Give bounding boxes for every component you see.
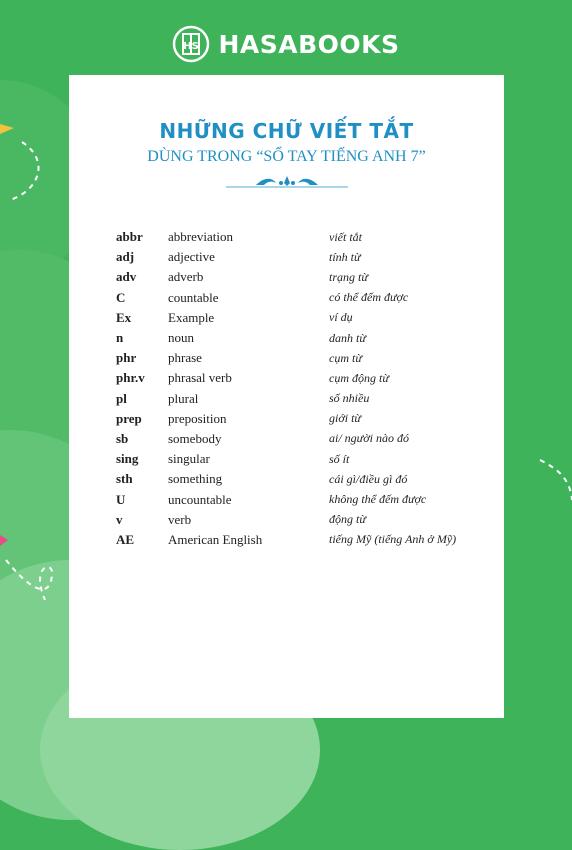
english-cell: somebody: [168, 430, 222, 446]
table-row: [116, 469, 496, 489]
abbr-cell: sth: [116, 471, 133, 487]
dashed-path: [540, 460, 572, 500]
english-cell: something: [168, 471, 223, 487]
english-cell: phrase: [168, 350, 202, 366]
english-cell: adverb: [168, 269, 204, 285]
vietnamese-cell: cụm từ: [329, 350, 362, 365]
abbr-cell: Ex: [116, 309, 132, 325]
vietnamese-cell: có thể đếm được: [329, 290, 409, 305]
brand-logo: [0, 22, 572, 66]
vietnamese-cell: cụm động từ: [329, 370, 389, 385]
abbr-cell: n: [116, 330, 124, 346]
page-subtitle: DÙNG TRONG “SỔ TAY TIẾNG ANH 7”: [147, 148, 426, 165]
table-row: [116, 267, 496, 287]
table-row: [116, 247, 496, 267]
vietnamese-cell: số ít: [329, 451, 350, 466]
abbreviations-page: [69, 75, 504, 718]
vietnamese-cell: giới từ: [329, 411, 361, 426]
vietnamese-cell: viết tắt: [329, 229, 362, 244]
table-row: [116, 368, 496, 388]
table-row: [116, 429, 496, 449]
table-row: [116, 348, 496, 368]
abbr-cell: adv: [116, 269, 137, 285]
english-cell: phrasal verb: [168, 370, 232, 386]
english-cell: Example: [168, 309, 215, 325]
abbr-cell: adj: [116, 249, 135, 265]
english-cell: American English: [168, 531, 263, 547]
vietnamese-cell: không thể đếm được: [329, 492, 427, 507]
english-cell: verb: [168, 511, 192, 527]
table-row: [116, 308, 496, 328]
svg-text:HS: HS: [183, 41, 200, 52]
page-title: NHỮNG CHỮ VIẾT TẮT: [159, 119, 414, 143]
english-cell: preposition: [168, 410, 227, 426]
table-row: [116, 389, 496, 409]
flourish-divider-icon: [226, 175, 348, 191]
abbr-cell: sing: [116, 451, 139, 467]
table-row: [116, 449, 496, 469]
vietnamese-cell: ai/ người nào đó: [329, 431, 409, 446]
vietnamese-cell: cái gì/điều gì đó: [329, 471, 408, 486]
vietnamese-cell: tính từ: [329, 249, 361, 264]
abbr-cell: C: [116, 289, 126, 305]
table-row: [116, 530, 496, 550]
abbreviation-table: [116, 227, 496, 550]
vietnamese-cell: tiếng Mỹ (tiếng Anh ở Mỹ): [329, 532, 457, 547]
abbr-cell: phr.v: [116, 370, 145, 386]
vietnamese-cell: danh từ: [329, 330, 366, 345]
english-cell: noun: [168, 330, 194, 346]
english-cell: countable: [168, 289, 219, 305]
abbr-cell: pl: [116, 390, 127, 406]
english-cell: singular: [168, 451, 210, 467]
abbr-cell: abbr: [116, 229, 143, 245]
vietnamese-cell: động từ: [329, 512, 366, 527]
english-cell: plural: [168, 390, 199, 406]
brand-name: HASABOOKS: [218, 29, 400, 59]
english-cell: uncountable: [168, 491, 232, 507]
english-cell: abbreviation: [168, 229, 233, 245]
table-row: [116, 328, 496, 348]
abbr-cell: AE: [116, 531, 135, 547]
table-row: [116, 288, 496, 308]
hs-book-icon: [172, 25, 210, 63]
english-cell: adjective: [168, 249, 215, 265]
table-row: [116, 489, 496, 509]
abbr-cell: phr: [116, 350, 137, 366]
vietnamese-cell: trạng từ: [329, 269, 368, 284]
table-row: [116, 510, 496, 530]
table-row: [116, 227, 496, 247]
table-row: [116, 409, 496, 429]
vietnamese-cell: ví dụ: [329, 310, 353, 325]
vietnamese-cell: số nhiều: [329, 391, 370, 406]
abbr-cell: U: [116, 491, 126, 507]
abbr-cell: prep: [116, 410, 142, 426]
abbr-cell: v: [116, 511, 123, 527]
abbr-cell: sb: [116, 430, 129, 446]
